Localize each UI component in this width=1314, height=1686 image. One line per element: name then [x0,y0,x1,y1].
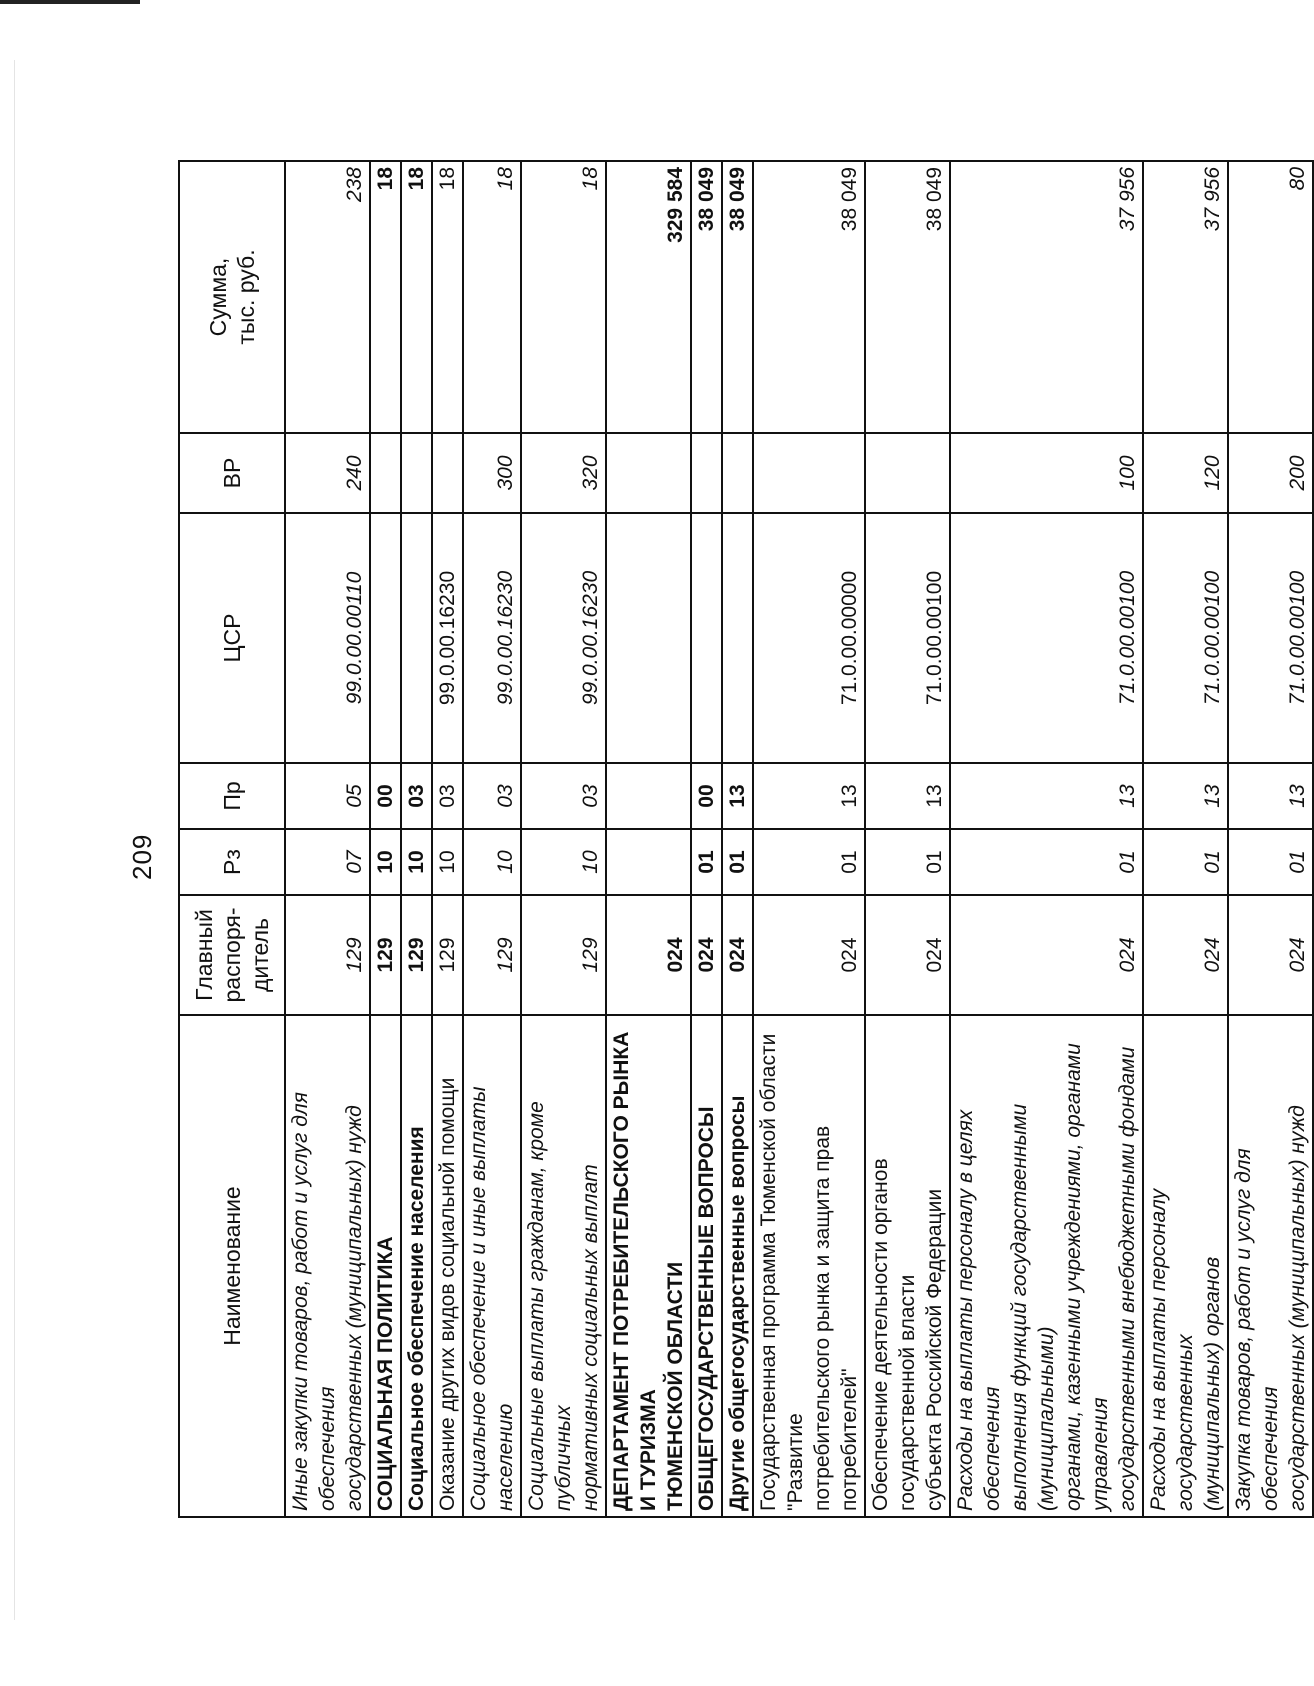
table-row [753,161,865,1517]
cell-csr: 99.0.00.16230 [521,513,606,763]
header-sum-line: тыс. руб. [233,249,259,345]
cell-csr [401,513,432,763]
table-row [1143,161,1228,1517]
header-gr-line: распоря- [219,907,245,1003]
table-body [285,161,1313,1517]
header-row [179,161,285,1517]
cell-pr: 03 [463,763,521,829]
header-gr-line: Главный [191,909,217,1001]
cell-sum: 37 956 [1143,161,1228,433]
page-number: 209 [127,833,157,880]
cell-csr: 99.0.00.16230 [432,513,463,763]
cell-csr: 99.0.00.00110 [285,513,370,763]
table-row [463,161,521,1517]
cell-vr: 200 [1228,433,1313,513]
cell-name [722,1015,753,1517]
cell-sum: 329 584 [606,161,691,433]
cell-rz: 01 [691,829,722,895]
cell-pr: 13 [722,763,753,829]
cell-rz: 01 [722,829,753,895]
cell-name [865,1015,950,1517]
cell-name [285,1015,370,1517]
cell-gr: 129 [285,895,370,1015]
cell-csr [370,513,401,763]
header-gr [179,895,285,1015]
scan-edge-mark [0,0,140,4]
cell-csr: 99.0.00.16230 [463,513,521,763]
cell-csr: 71.0.00.00000 [753,513,865,763]
cell-vr [691,433,722,513]
cell-pr: 03 [401,763,432,829]
cell-csr [722,513,753,763]
cell-sum: 38 049 [753,161,865,433]
table-row [432,161,463,1517]
table-row [950,161,1143,1517]
cell-gr: 024 [1228,895,1313,1015]
cell-pr: 13 [865,763,950,829]
cell-name-line: ОБЩЕГОСУДАРСТВЕННЫЕ ВОПРОСЫ [695,1106,718,1511]
header-name: Наименование [179,1015,285,1517]
cell-sum: 80 [1228,161,1313,433]
cell-csr [691,513,722,763]
cell-name-line: Социальное обеспечение и иные выплаты населению [467,1086,517,1511]
cell-gr: 024 [950,895,1143,1015]
cell-gr: 024 [691,895,722,1015]
cell-name-line: СОЦИАЛЬНАЯ ПОЛИТИКА [374,1236,397,1511]
cell-vr: 320 [521,433,606,513]
cell-name [691,1015,722,1517]
header-rz: Рз [179,829,285,895]
cell-pr: 13 [950,763,1143,829]
cell-pr: 13 [1228,763,1313,829]
cell-name-line: потребительского рынка и защита прав потребителей" [811,1125,861,1511]
budget-table [178,160,1314,1518]
cell-name [1143,1015,1228,1517]
cell-vr [370,433,401,513]
cell-pr: 13 [1143,763,1228,829]
table-row [401,161,432,1517]
header-sum-line: Сумма, [205,257,231,337]
cell-rz [606,829,691,895]
cell-sum: 18 [463,161,521,433]
cell-gr: 024 [865,895,950,1015]
cell-gr: 129 [370,895,401,1015]
cell-sum: 18 [521,161,606,433]
cell-rz: 10 [370,829,401,895]
cell-name-line: Расходы на выплаты персоналу в целях обеспечения [954,1109,1004,1511]
cell-csr: 71.0.00.00100 [1143,513,1228,763]
header-pr: Пр [179,763,285,829]
cell-name-line: нормативных социальных выплат [579,1164,602,1511]
cell-name [950,1015,1143,1517]
table-row [1228,161,1313,1517]
cell-rz: 01 [753,829,865,895]
cell-name-line: Оказание других видов социальной помощи [436,1077,459,1511]
cell-rz: 10 [521,829,606,895]
cell-pr: 00 [370,763,401,829]
cell-name-line: Закупка товаров, работ и услуг для обеспечения [1232,1148,1282,1511]
cell-name-line: Иные закупки товаров, работ и услуг для обеспечения [289,1092,339,1511]
cell-name-line: Социальные выплаты гражданам, кроме публичных [525,1101,575,1511]
table-row [722,161,753,1517]
cell-name-line: Государственная программа Тюменской области "Развитие [757,1033,807,1511]
cell-name-line: государственными внебюджетными фондами [1116,1046,1139,1511]
cell-gr: 129 [521,895,606,1015]
cell-name-line: выполнения функций государственными (муниципальными) [1008,1103,1058,1511]
cell-sum: 38 049 [865,161,950,433]
cell-csr: 71.0.00.00100 [865,513,950,763]
cell-vr [722,433,753,513]
cell-sum: 18 [401,161,432,433]
cell-vr [606,433,691,513]
cell-name [1228,1015,1313,1517]
cell-sum: 37 956 [950,161,1143,433]
cell-vr: 240 [285,433,370,513]
cell-name [463,1015,521,1517]
cell-pr: 13 [753,763,865,829]
cell-name-line: Другие общегосударственные вопросы [726,1095,749,1511]
header-gr-line: дитель [247,918,273,992]
cell-vr: 300 [463,433,521,513]
cell-csr: 71.0.00.00100 [950,513,1143,763]
cell-vr [401,433,432,513]
cell-gr: 129 [463,895,521,1015]
header-sum [179,161,285,433]
cell-name [401,1015,432,1517]
cell-vr: 100 [950,433,1143,513]
cell-gr: 024 [606,895,691,1015]
cell-pr: 00 [691,763,722,829]
cell-rz: 01 [1228,829,1313,895]
cell-gr: 129 [401,895,432,1015]
cell-rz: 01 [1143,829,1228,895]
header-vr: ВР [179,433,285,513]
cell-name [753,1015,865,1517]
cell-name [370,1015,401,1517]
table-row [691,161,722,1517]
cell-name [432,1015,463,1517]
scan-edge-line [14,60,15,1620]
cell-gr: 129 [432,895,463,1015]
cell-name [521,1015,606,1517]
cell-pr: 03 [432,763,463,829]
cell-name-line: органами, казенными учреждениями, органами управления [1062,1043,1112,1511]
cell-name-line: субъекта Российской Федерации [923,1188,946,1511]
cell-gr: 024 [753,895,865,1015]
cell-csr [606,513,691,763]
cell-rz: 01 [950,829,1143,895]
cell-sum: 18 [370,161,401,433]
cell-name [606,1015,691,1517]
cell-name-line: Социальное обеспечение населения [405,1126,428,1511]
cell-pr: 03 [521,763,606,829]
cell-sum: 18 [432,161,463,433]
table-row [370,161,401,1517]
cell-name-line: ДЕПАРТАМЕНТ ПОТРЕБИТЕЛЬСКОГО РЫНКА И ТУРИЗМА [610,1031,660,1511]
cell-vr [432,433,463,513]
cell-name-line: Расходы на выплаты персоналу государственных [1147,1188,1197,1511]
cell-name-line: государственных (муниципальных) нужд [343,1105,366,1511]
cell-gr: 024 [1143,895,1228,1015]
cell-rz: 10 [401,829,432,895]
cell-name-line: ТЮМЕНСКОЙ ОБЛАСТИ [664,1261,687,1511]
cell-rz: 10 [432,829,463,895]
table-row [606,161,691,1517]
cell-rz: 10 [463,829,521,895]
table-row [285,161,370,1517]
cell-vr [753,433,865,513]
cell-name-line: государственных (муниципальных) нужд [1286,1105,1309,1511]
cell-rz: 01 [865,829,950,895]
cell-rz: 07 [285,829,370,895]
cell-pr: 05 [285,763,370,829]
rotated-page [45,80,1309,1640]
cell-pr [606,763,691,829]
cell-gr: 024 [722,895,753,1015]
cell-sum: 238 [285,161,370,433]
cell-sum: 38 049 [722,161,753,433]
table-row [521,161,606,1517]
cell-csr: 71.0.00.00100 [1228,513,1313,763]
cell-vr: 120 [1143,433,1228,513]
table-row [865,161,950,1517]
cell-name-line: (муниципальных) органов [1201,1256,1224,1511]
cell-name-line: Обеспечение деятельности органов государственной власти [869,1158,919,1511]
header-csr: ЦСР [179,513,285,763]
cell-vr [865,433,950,513]
cell-sum: 38 049 [691,161,722,433]
